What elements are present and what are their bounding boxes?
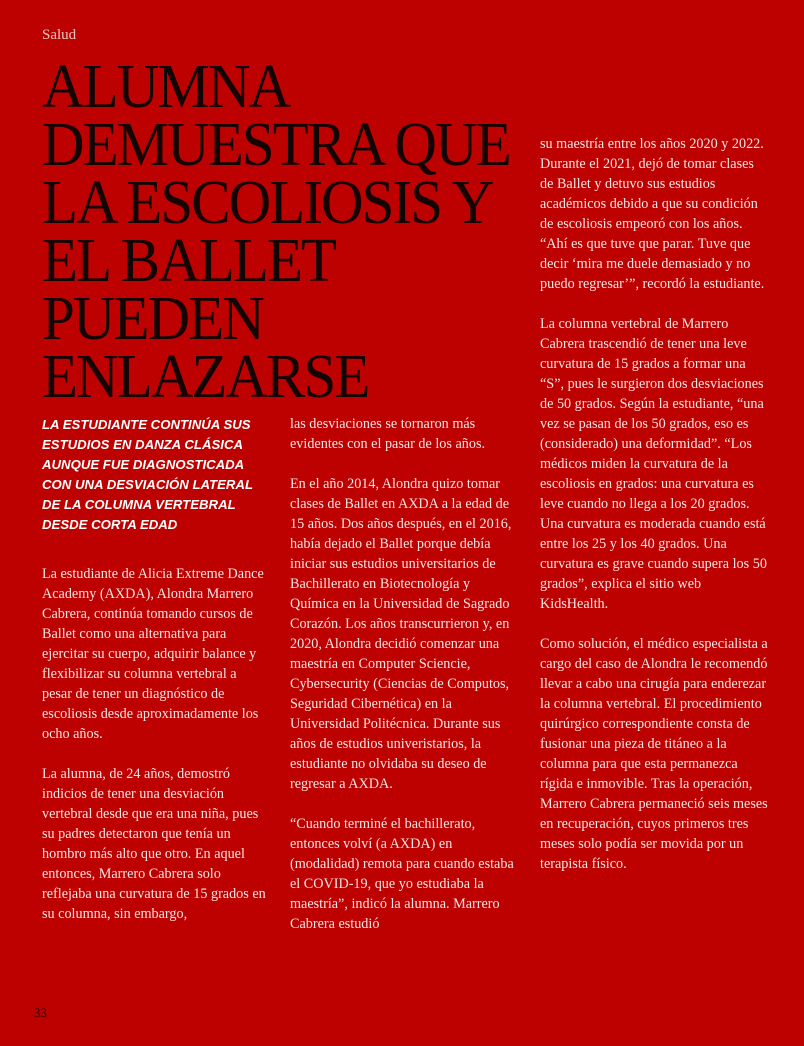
paragraph: La estudiante de Alicia Extreme Dance Academy (AXDA), Alondra Marrero Cabrera, continúa tomando cursos de Ballet como una alternativa para ejercitar su cuerpo, adquirir balance y flexibilizar su columna vertebral a pesar de tener un diagnóstico de escoliosis desde aproximadamente los ocho años. [42,566,264,742]
article-column-1 [42,564,266,924]
paragraph: En el año 2014, Alondra quizo tomar clases de Ballet en AXDA a la edad de 15 años. Dos años después, en el 2016, había dejado el Ballet porque debía iniciar sus estudios universitarios de Bachillerato en Biotecnología y Química en la Universidad de Sagrado Corazón. Los años transcurrieron y, en 2020, Alondra decidió comenzar una maestría en Computer Sciencie, Cybersecurity (Ciencias de Computos, Seguridad Cibernética) en la Universidad Politécnica. Durante sus años de estudios univeristarios, la estudiante no olvidaba su deseo de regresar a AXDA. [290,476,512,792]
paragraph: La columna vertebral de Marrero Cabrera trascendió de tener una leve curvatura de 15 grados a formar una “S”, pues le surgieron dos desviaciones de 50 grados. Según la estudiante, “una vez se pasan de los 50 grados, eso es (considerado) una deformidad”. “Los médicos miden la curvatura de la escoliosis en grados: una curvatura es leve cuando no llega a los 20 grados. Una curvatura es moderada cuando está entre los 25 y los 40 grados. Una curvatura es grave cuando supera los 50 grados”, explica el sitio web KidsHealth. [540,316,767,612]
page-number: 33 [34,1005,47,1020]
paragraph: “Cuando terminé el bachillerato, entonces volví (a AXDA) en (modalidad) remota para cuando estaba el COVID-19, que yo estudiaba la maestría”, indicó la alumna. Marrero Cabrera estudió [290,816,514,932]
paragraph: La alumna, de 24 años, demostró indicios de tener una desviación vertebral desde que era una niña, pues su padres detectaron que tenía un hombro más alto que otro. En aquel entonces, Marrero Cabrera solo reflejaba una curvatura de 15 grados en su columna, sin embargo, [42,766,266,922]
subheadline: LA ESTUDIANTE CONTINÚA SUS ESTUDIOS EN DANZA CLÁSICA AUNQUE FUE DIAGNOSTICADA CON UNA DESVIACIÓN LATERAL DE LA COLUMNA VERTEBRAL DESDE CORTA EDAD [42,417,253,532]
section-label: Salud [42,27,77,43]
article-column-3 [540,134,768,874]
paragraph: las desviaciones se tornaron más evidentes con el pasar de los años. [290,416,486,452]
paragraph: Como solución, el médico especialista a cargo del caso de Alondra le recomendó llevar a cabo una cirugía para enderezar la columna vertebral. El procedimiento quirúrgico correspondiente consta de fusionar una pieza de titáneo a la columna para que esta permanezca rígida e inmovible. Tras la operación, Marrero Cabrera permaneció seis meses en recuperación, cuyos primeros tres meses solo podía ser movida por un terapista físico. [540,636,768,872]
paragraph: su maestría entre los años 2020 y 2022. Durante el 2021, dejó de tomar clases de Ballet y detuvo sus estudios académicos debido a que su condición de escoliosis empeoró con los años. “Ahí es que tuve que parar. Tuve que decir ‘mira me duele demasiado y no puedo regresar’”, recordó la estudiante. [540,136,765,292]
headline: ALUMNA DEMUESTRA QUE LA ESCOLIOSIS Y EL BALLET PUEDEN ENLAZARSE [42,53,510,411]
article-column-2 [290,414,516,934]
